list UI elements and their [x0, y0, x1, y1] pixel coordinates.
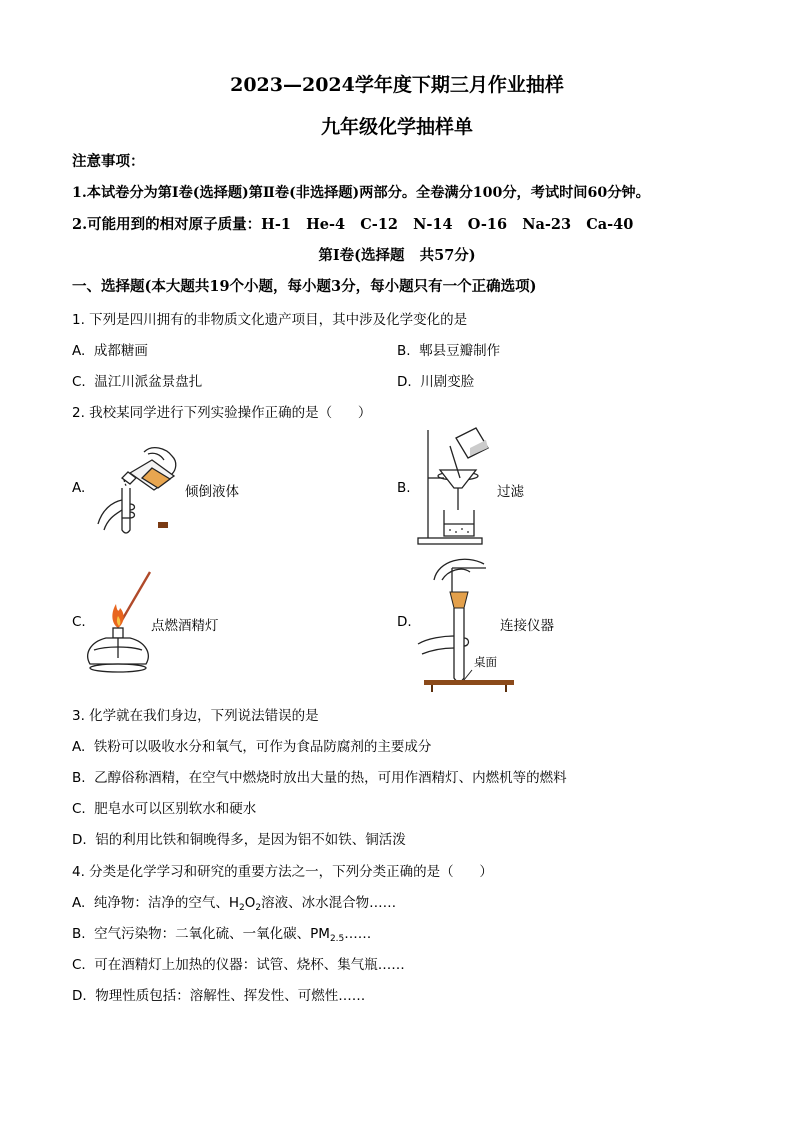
- q4-a-sub-1: 2: [239, 903, 245, 913]
- q2-option-a-label: 倾倒液体: [185, 484, 239, 500]
- q2-option-c-label: 点燃酒精灯: [151, 618, 219, 634]
- connecting-apparatus-illustration: [414, 550, 514, 695]
- q4-b-sub: 2.5: [329, 934, 345, 944]
- q2-option-b-letter: B.: [397, 480, 411, 496]
- pouring-liquid-illustration: [92, 438, 192, 538]
- desk-label: 桌面: [474, 655, 497, 669]
- q1-stem: 1. 下列是四川拥有的非物质文化遗产项目，其中涉及化学变化的是: [72, 312, 468, 328]
- q3-option-b: B. 乙醇俗称酒精，在空气中燃烧时放出大量的热，可用作酒精灯、内燃机等的燃料: [72, 770, 567, 786]
- q4-a-sub-2: 2: [255, 903, 262, 913]
- q2-option-d-label: 连接仪器: [500, 618, 554, 634]
- section-heading: 一、选择题(本大题共19个小题，每小题3分，每小题只有一个正确选项): [72, 278, 537, 295]
- q3-option-a: A. 铁粉可以吸收水分和氧气，可作为食品防腐剂的主要成分: [72, 739, 432, 755]
- q2-option-d-letter: D.: [397, 614, 412, 630]
- q2-option-c-letter: C.: [72, 614, 86, 630]
- q4-a-text-3: 溶液、冰水混合物……: [261, 895, 397, 911]
- q4-option-a: [72, 891, 396, 913]
- q3-stem: 3. 化学就在我们身边，下列说法错误的是: [72, 708, 319, 724]
- q1-option-b: B. 郫县豆瓣制作: [397, 343, 501, 359]
- q4-option-d: D. 物理性质包括：溶解性、挥发性、可燃性……: [72, 988, 366, 1004]
- q3-option-c: C. 肥皂水可以区别软水和硬水: [72, 801, 257, 817]
- notes-heading: 注意事项：: [72, 153, 145, 170]
- q4-b-text-1: B. 空气污染物：二氧化硫、一氧化碳、PM: [72, 926, 330, 942]
- exam-title: 2023—2024学年度下期三月作业抽样: [230, 74, 564, 96]
- q3-option-d: D. 铝的利用比铁和铜晚得多，是因为铝不如铁、铜活泼: [72, 832, 406, 848]
- q2-option-b-label: 过滤: [497, 484, 524, 500]
- notes-item-1: 1.本试卷分为第Ⅰ卷(选择题)第Ⅱ卷(非选择题)两部分。全卷满分100分，考试时间60分钟。: [72, 185, 650, 201]
- exam-subtitle: 九年级化学抽样单: [320, 116, 473, 138]
- q2-stem: 2. 我校某同学进行下列实验操作正确的是（ ）: [72, 405, 372, 421]
- q4-b-text-2: ……: [344, 926, 372, 942]
- q4-option-b: [72, 922, 371, 944]
- q1-option-c: C. 温江川派盆景盘扎: [72, 374, 203, 390]
- q1-option-d: D. 川剧变脸: [397, 374, 475, 390]
- filtration-illustration: [414, 426, 506, 550]
- q4-option-c: C. 可在酒精灯上加热的仪器：试管、烧杯、集气瓶……: [72, 957, 405, 973]
- q2-option-a-letter: A.: [72, 480, 86, 496]
- section-title: 第Ⅰ卷(选择题 共57分): [318, 247, 476, 264]
- notes-item-2: 2.可能用到的相对原子质量：H-1 He-4 C-12 N-14 O-16 Na-23 Ca-40: [72, 216, 634, 233]
- q4-a-text-1: A. 纯净物：洁净的空气、H: [72, 895, 240, 911]
- q4-stem: 4. 分类是化学学习和研究的重要方法之一，下列分类正确的是（ ）: [72, 864, 493, 880]
- q4-a-text-2: O: [244, 895, 256, 911]
- q1-option-a: A. 成都糖画: [72, 343, 148, 359]
